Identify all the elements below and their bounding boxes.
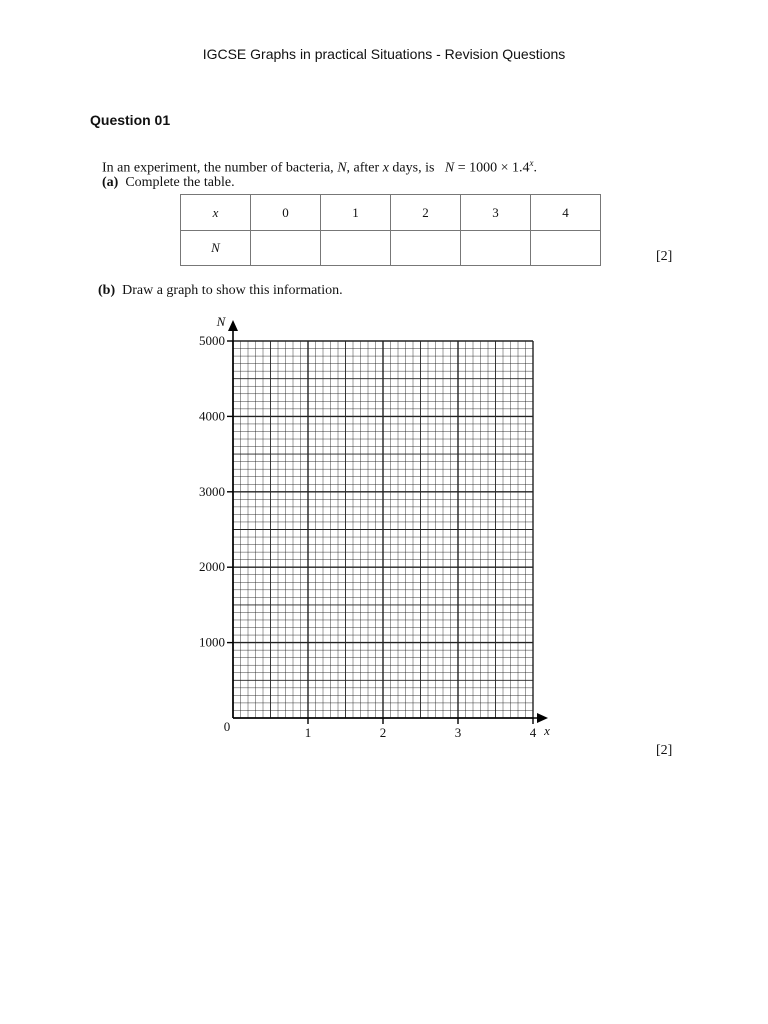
x-axis-label: x (544, 723, 550, 738)
y-axis-label: N (216, 314, 226, 329)
y-tick-label: 1000 (199, 634, 225, 650)
page-header: IGCSE Graphs in practical Situations - Revision Questions (202, 46, 566, 62)
part-a-marks: [2] (656, 249, 673, 264)
formula-exponent: x (529, 158, 534, 168)
origin-label: 0 (223, 719, 231, 734)
intro-var-n: N (337, 160, 347, 176)
x-tick-label: 4 (529, 725, 537, 740)
x-tick-label: 3 (454, 725, 462, 740)
y-tick-label: 3000 (199, 483, 225, 499)
part-b-text: Draw a graph to show this information. (122, 283, 343, 298)
table-cell-x3: 3 (461, 195, 531, 231)
table-cell-x2: 2 (391, 195, 461, 231)
intro-text-mid: , after (346, 160, 380, 176)
part-a-text: Complete the table. (125, 175, 235, 190)
table-cell-x1: 1 (321, 195, 391, 231)
table-header-x: x (181, 195, 251, 231)
x-tick-label: 1 (304, 725, 312, 740)
table-cell-x4: 4 (531, 195, 601, 231)
table-cell-x0: 0 (251, 195, 321, 231)
question-title: Question 01 (90, 112, 171, 128)
intro-text-end: days, is (392, 160, 435, 176)
part-b-label: (b) (98, 283, 116, 298)
formula-end: . (533, 160, 538, 176)
x-axis-arrow (537, 713, 548, 723)
table-header-n: N (181, 231, 251, 266)
intro-text-start: In an experiment, the number of bacteria, (102, 160, 334, 176)
formula-rhs: = 1000 × 1.4 (454, 160, 530, 176)
y-tick-label: 4000 (199, 408, 225, 424)
part-b-marks: [2] (656, 743, 673, 758)
y-tick-label: 5000 (199, 333, 225, 348)
formula-lhs: N (444, 160, 455, 176)
x-tick-label: 2 (379, 725, 387, 740)
intro-var-x: x (382, 160, 389, 176)
y-tick-label: 2000 (199, 559, 225, 575)
part-a-label: (a) (102, 175, 119, 190)
y-axis-arrow (228, 320, 238, 331)
